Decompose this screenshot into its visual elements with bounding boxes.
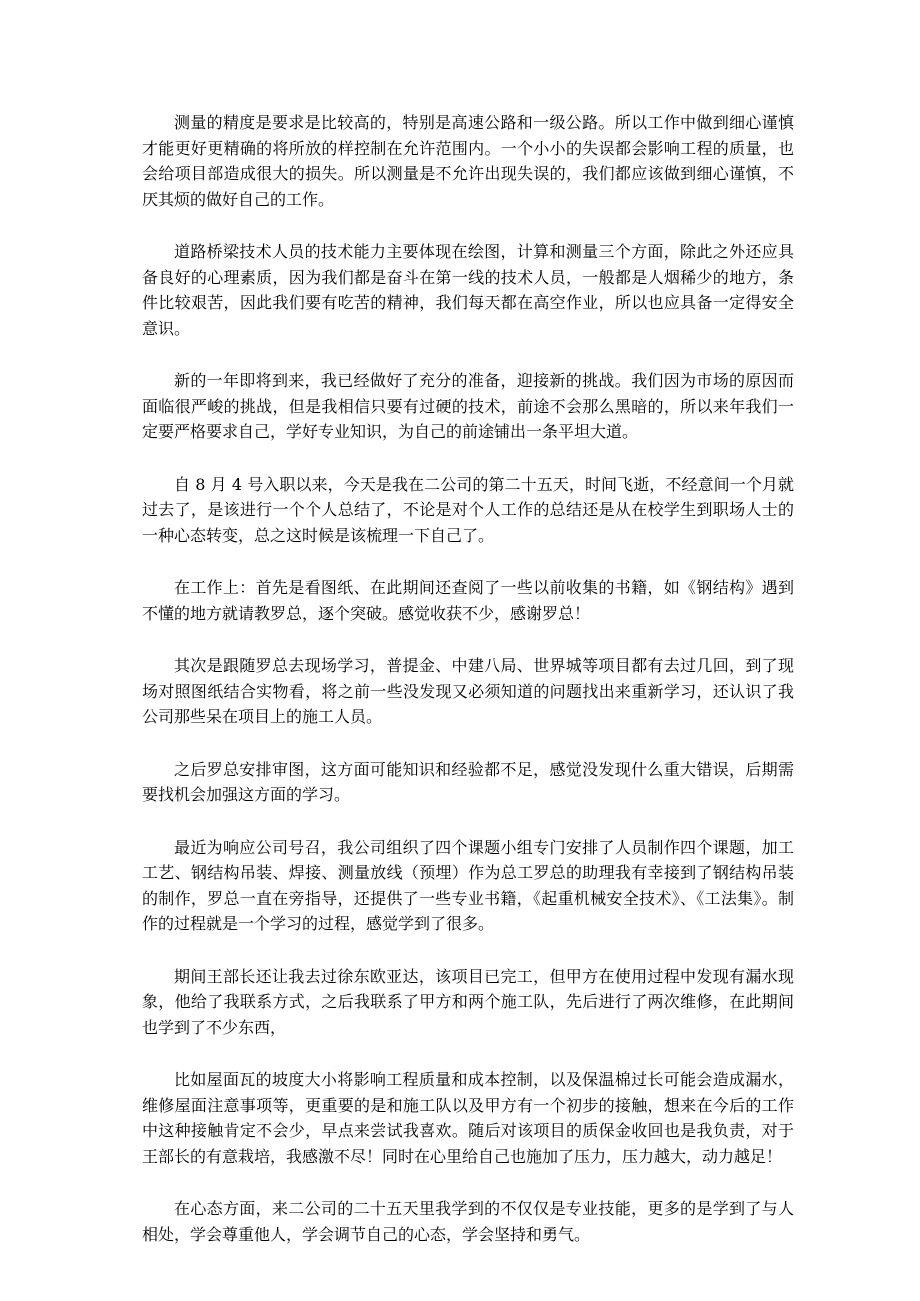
paragraph-2: 道路桥梁技术人员的技术能力主要体现在绘图，计算和测量三个方面，除此之外还应具备良好的心理素质，因为我们都是奋斗在第一线的技术人员，一般都是人烟稀少的地方，条件比较艰苦，因此我们要有吃苦的精神，我们每天都在高空作业，所以也应具备一定得安全意识。 [142,242,794,338]
paragraph-1: 测量的精度是要求是比较高的，特别是高速公路和一级公路。所以工作中做到细心谨慎才能更好更精确的将所放的样控制在允许范围内。一个小小的失误都会影响工程的质量，也会给项目部造成很大的损失。所以测量是不允许出现失误的，我们都应该做到细心谨慎，不厌其烦的做好自己的工作。 [142,113,794,209]
paragraph-10: 比如屋面瓦的坡度大小将影响工程质量和成本控制，以及保温棉过长可能会造成漏水，维修屋面注意事项等，更重要的是和施工队以及甲方有一个初步的接触，想来在今后的工作中这种接触肯定不会少，早点来尝试我喜欢。随后对该项目的质保金收回也是我负责，对于王部长的有意栽培，我感激不尽！同时在心里给自己也施加了压力，压力越大，动力越足！ [142,1070,794,1166]
paragraph-8: 最近为响应公司号召，我公司组织了四个课题小组专门安排了人员制作四个课题，加工工艺、钢结构吊装、焊接、测量放线（预埋）作为总工罗总的助理我有幸接到了钢结构吊装的制作，罗总一直在旁指导，还提供了一些专业书籍，《起重机械安全技术》、《工法集》。制作的过程就是一个学习的过程，感觉学到了很多。 [142,837,794,933]
document-body [142,110,794,1274]
paragraph-3: 新的一年即将到来，我已经做好了充分的准备，迎接新的挑战。我们因为市场的原因而面临很严峻的挑战，但是我相信只要有过硬的技术，前途不会那么黑暗的，所以来年我们一定要严格要求自己，学好专业知识，为自己的前途铺出一条平坦大道。 [142,371,794,441]
paragraph-9: 期间王部长还让我去过徐东欧亚达，该项目已完工，但甲方在使用过程中发现有漏水现象，他给了我联系方式，之后我联系了甲方和两个施工队，先后进行了两次维修，在此期间也学到了不少东西， [142,966,794,1037]
paragraph-5: 在工作上：首先是看图纸、在此期间还查阅了一些以前收集的书籍，如《钢结构》遇到不懂的地方就请教罗总，逐个突破。感觉收获不少，感谢罗总！ [142,578,794,623]
paragraph-11: 在心态方面，来二公司的二十五天里我学到的不仅仅是专业技能，更多的是学到了与人相处，学会尊重他人，学会调节自己的心态，学会坚持和勇气。 [142,1199,794,1244]
paragraph-7: 之后罗总安排审图，这方面可能知识和经验都不足，感觉没发现什么重大错误，后期需要找机会加强这方面的学习。 [142,759,794,804]
paragraph-4: 自 8 月 4 号入职以来，今天是我在二公司的第二十五天，时间飞逝，不经意间一个月就过去了，是该进行一个个人总结了，不论是对个人工作的总结还是从在校学生到职场人士的一种心态转变，总之这时候是该梳理一下自己了。 [142,474,794,545]
paragraph-6: 其次是跟随罗总去现场学习，普提金、中建八局、世界城等项目都有去过几回，到了现场对照图纸结合实物看，将之前一些没发现又必须知道的问题找出来重新学习，还认识了我公司那些呆在项目上的施工人员。 [142,656,794,726]
